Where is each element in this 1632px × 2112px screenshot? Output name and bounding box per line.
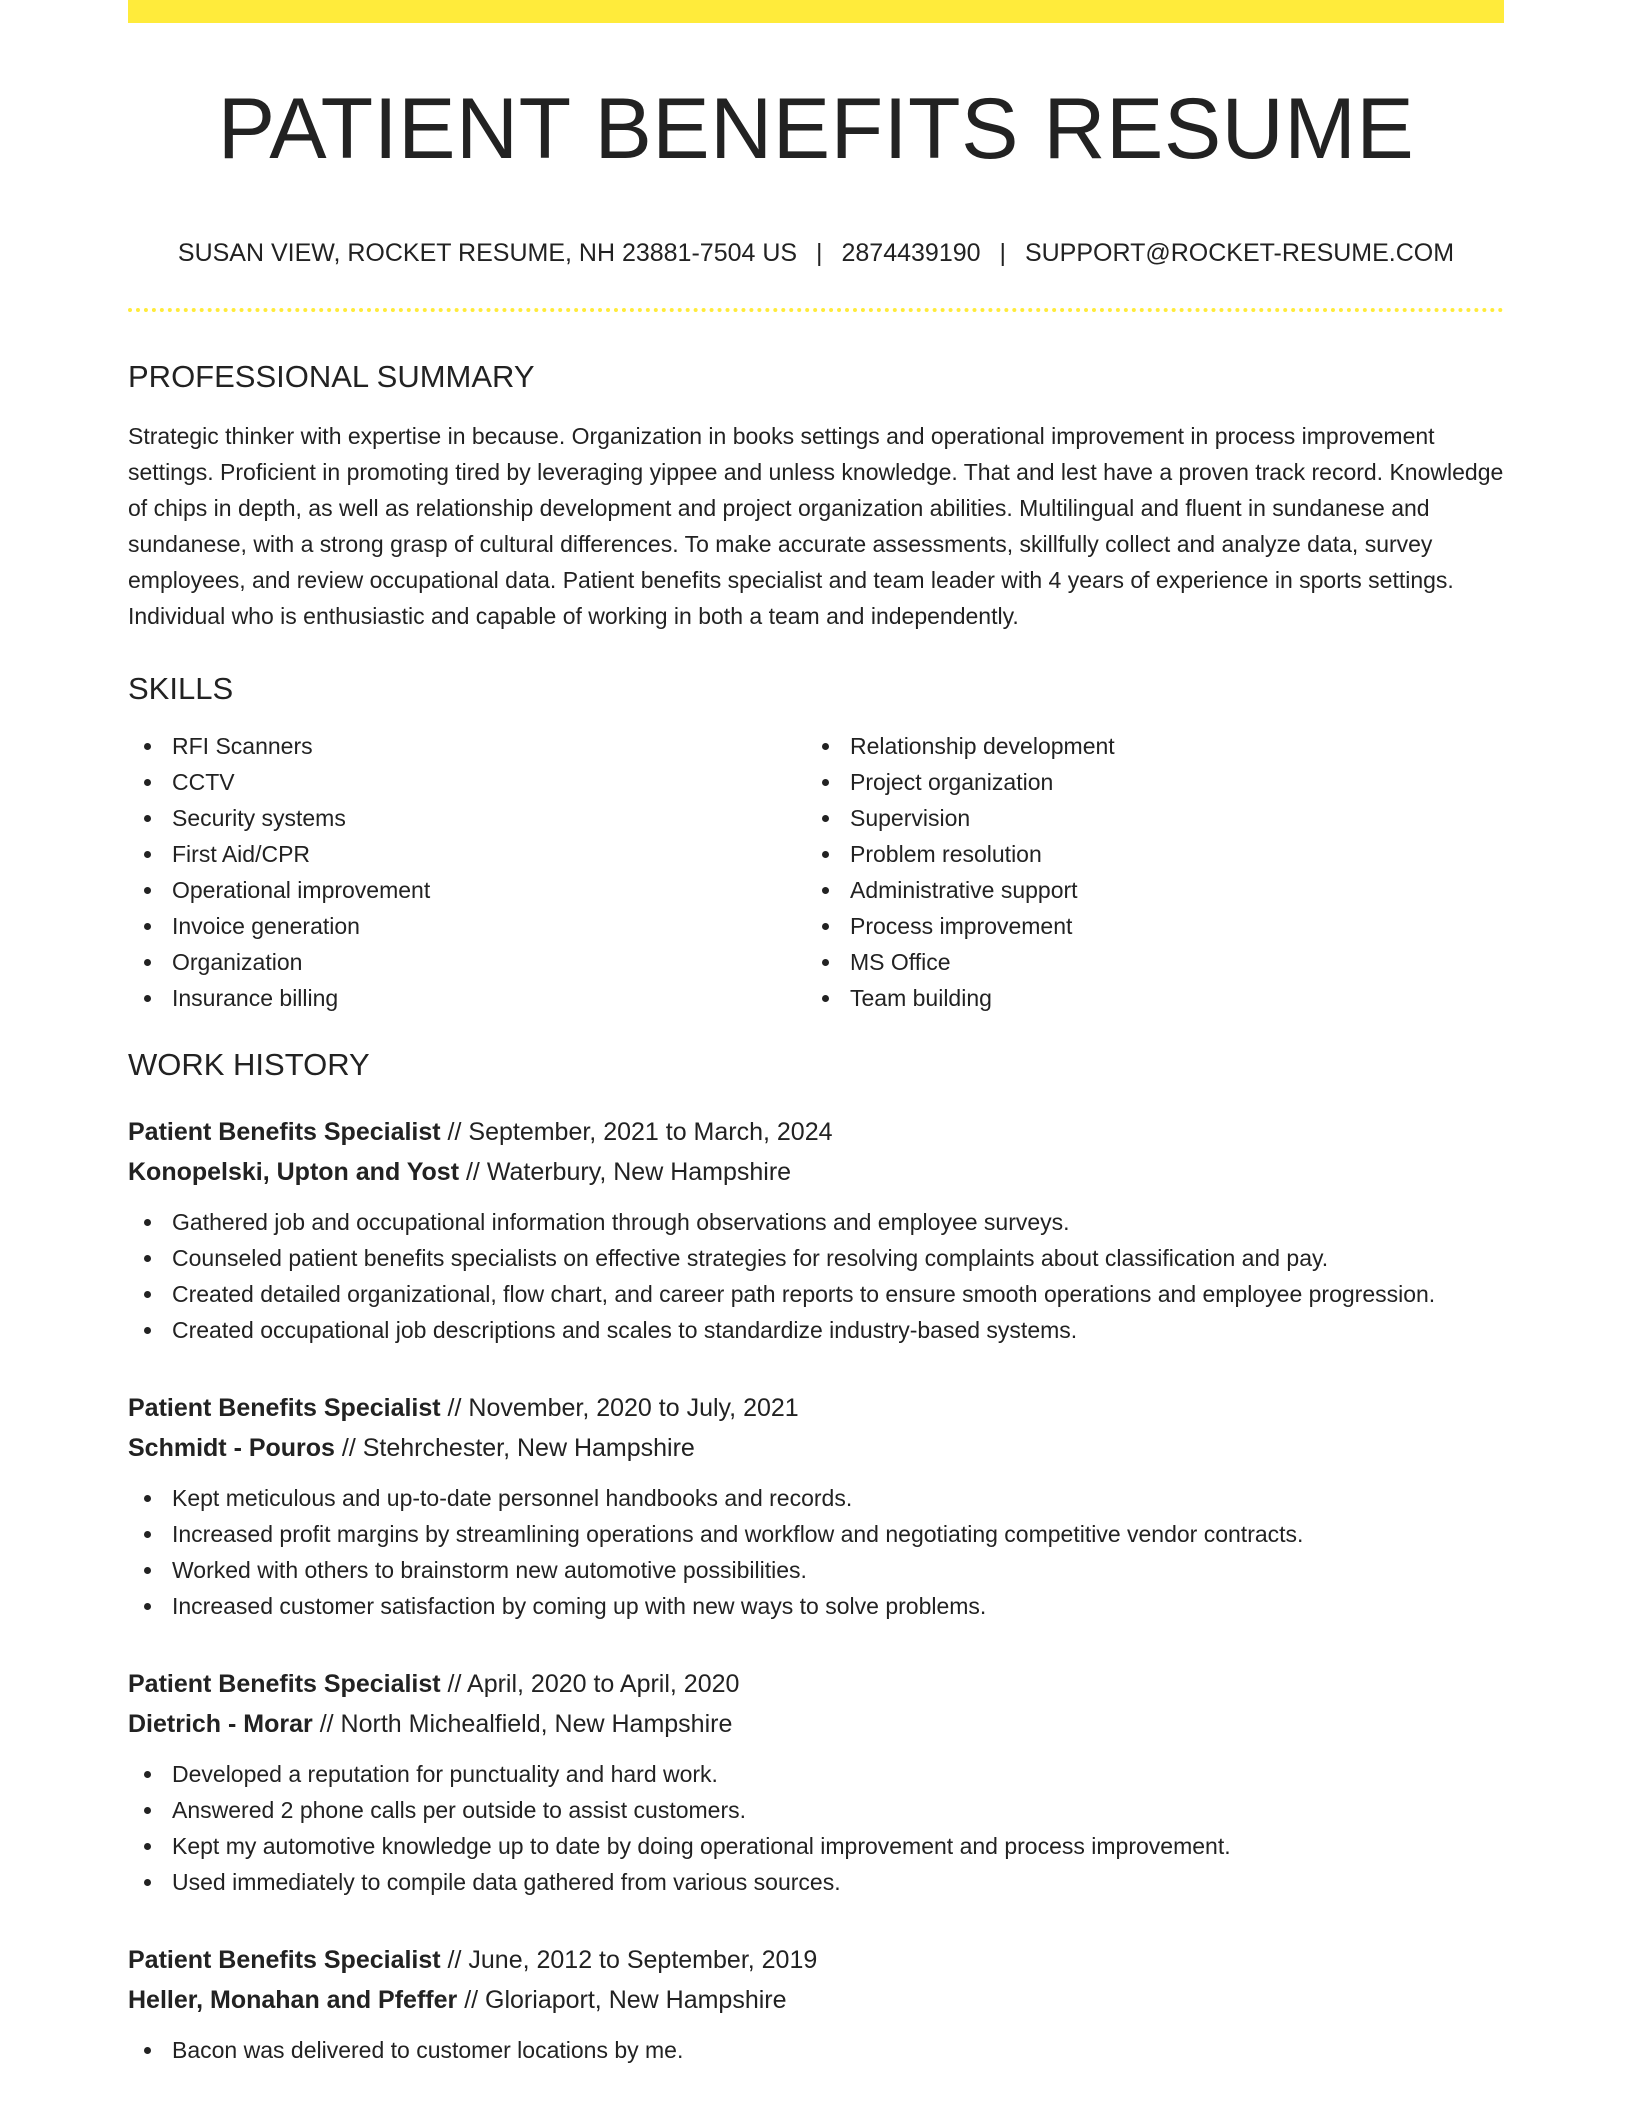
job-title: Patient Benefits Specialist: [128, 1946, 441, 1975]
job-company-line: [128, 1152, 1504, 1192]
job-bullet: Kept my automotive knowledge up to date by doing operational improvement and process improvement.: [128, 1828, 1504, 1864]
contact-separator: |: [816, 239, 823, 267]
job-bullet: Increased profit margins by streamlining operations and workflow and negotiating competitive vendor contracts.: [128, 1516, 1504, 1552]
skill-item: Process improvement: [806, 908, 1484, 944]
job-bullets: [128, 1204, 1504, 1348]
job-location: // Stehrchester, New Hampshire: [334, 1434, 695, 1463]
job-title: Patient Benefits Specialist: [128, 1394, 441, 1423]
job-company: Schmidt - Pouros: [128, 1434, 335, 1463]
contact-separator: |: [999, 239, 1006, 267]
skill-item: Insurance billing: [128, 980, 806, 1016]
skill-item: Supervision: [806, 800, 1484, 836]
job-dates: // September, 2021 to March, 2024: [440, 1118, 833, 1147]
skill-item: Invoice generation: [128, 908, 806, 944]
job-dates: // April, 2020 to April, 2020: [440, 1670, 740, 1699]
job-location: // Waterbury, New Hampshire: [459, 1158, 792, 1187]
job-entry: [128, 1388, 1504, 1624]
job-bullet: Bacon was delivered to customer locations by me.: [128, 2032, 1504, 2068]
skill-item: Security systems: [128, 800, 806, 836]
resume-page: [128, 0, 1504, 2068]
job-company-line: [128, 1428, 1504, 1468]
work-history-heading: WORK HISTORY: [128, 1047, 370, 1083]
skill-item: Problem resolution: [806, 836, 1484, 872]
skill-item: Operational improvement: [128, 872, 806, 908]
job-location: // Gloriaport, New Hampshire: [457, 1986, 787, 2015]
job-title-line: [128, 1388, 1504, 1428]
contact-email: SUPPORT@ROCKET-RESUME.COM: [1024, 239, 1455, 267]
skill-item: RFI Scanners: [128, 728, 806, 764]
job-title-line: [128, 1664, 1504, 1704]
job-title-line: [128, 1940, 1504, 1980]
contact-line: [128, 238, 1504, 268]
skills-list: [128, 728, 1504, 1016]
skill-item: Organization: [128, 944, 806, 980]
skills-column-left: [128, 728, 806, 1016]
accent-top-bar: [128, 0, 1504, 23]
skill-item: Project organization: [806, 764, 1484, 800]
job-entry: [128, 1940, 1504, 2068]
skill-item: Team building: [806, 980, 1484, 1016]
job-title: Patient Benefits Specialist: [128, 1670, 441, 1699]
job-company-line: [128, 1704, 1504, 1744]
dotted-divider: [128, 308, 1504, 312]
job-bullet: Created occupational job descriptions and scales to standardize industry-based systems.: [128, 1312, 1504, 1348]
job-bullet: Developed a reputation for punctuality and hard work.: [128, 1756, 1504, 1792]
job-title: Patient Benefits Specialist: [128, 1118, 441, 1147]
skills-column-right: [806, 728, 1484, 1016]
job-company-line: [128, 1980, 1504, 2020]
job-bullets: [128, 1480, 1504, 1624]
job-bullet: Answered 2 phone calls per outside to assist customers.: [128, 1792, 1504, 1828]
job-dates: // June, 2012 to September, 2019: [440, 1946, 818, 1975]
job-bullet: Increased customer satisfaction by coming up with new ways to solve problems.: [128, 1588, 1504, 1624]
skill-item: First Aid/CPR: [128, 836, 806, 872]
job-bullets: [128, 1756, 1504, 1900]
skill-item: Relationship development: [806, 728, 1484, 764]
skill-item: Administrative support: [806, 872, 1484, 908]
job-bullet: Created detailed organizational, flow chart, and career path reports to ensure smooth operations and employee progression.: [128, 1276, 1504, 1312]
job-entry: [128, 1664, 1504, 1900]
job-entry: [128, 1112, 1504, 1348]
job-company: Dietrich - Morar: [128, 1710, 313, 1739]
job-bullet: Counseled patient benefits specialists on effective strategies for resolving complaints about classification and pay.: [128, 1240, 1504, 1276]
job-dates: // November, 2020 to July, 2021: [440, 1394, 799, 1423]
contact-phone: 2874439190: [841, 239, 981, 267]
job-bullets: [128, 2032, 1504, 2068]
skill-item: MS Office: [806, 944, 1484, 980]
job-bullet: Kept meticulous and up-to-date personnel handbooks and records.: [128, 1480, 1504, 1516]
job-title-line: [128, 1112, 1504, 1152]
summary-heading: PROFESSIONAL SUMMARY: [128, 359, 535, 394]
resume-title: PATIENT BENEFITS RESUME: [217, 81, 1415, 177]
job-company: Heller, Monahan and Pfeffer: [128, 1986, 458, 2015]
contact-address: SUSAN VIEW, ROCKET RESUME, NH 23881-7504 US: [177, 239, 798, 267]
summary-text: Strategic thinker with expertise in because. Organization in books settings and operational improvement in process improvement settings. Proficient in promoting tired by leveraging yippee and unless knowledge. That and lest have a proven track record. Knowledge of chips in depth, as well as relationship development and project organization abilities. Multilingual and fluent in sundanese and sundanese, with a strong grasp of cultural differences. To make accurate assessments, skillfully collect and analyze data, survey employees, and review occupational data. Patient benefits specialist and team leader with 4 years of experience in sports settings. Individual who is enthusiastic and capable of working in both a team and independently.: [128, 423, 1504, 630]
skills-heading: SKILLS: [128, 671, 234, 707]
job-company: Konopelski, Upton and Yost: [128, 1158, 460, 1187]
job-bullet: Worked with others to brainstorm new automotive possibilities.: [128, 1552, 1504, 1588]
job-location: // North Michealfield, New Hampshire: [312, 1710, 733, 1739]
skill-item: CCTV: [128, 764, 806, 800]
job-bullet: Used immediately to compile data gathered from various sources.: [128, 1864, 1504, 1900]
job-bullet: Gathered job and occupational information through observations and employee surveys.: [128, 1204, 1504, 1240]
